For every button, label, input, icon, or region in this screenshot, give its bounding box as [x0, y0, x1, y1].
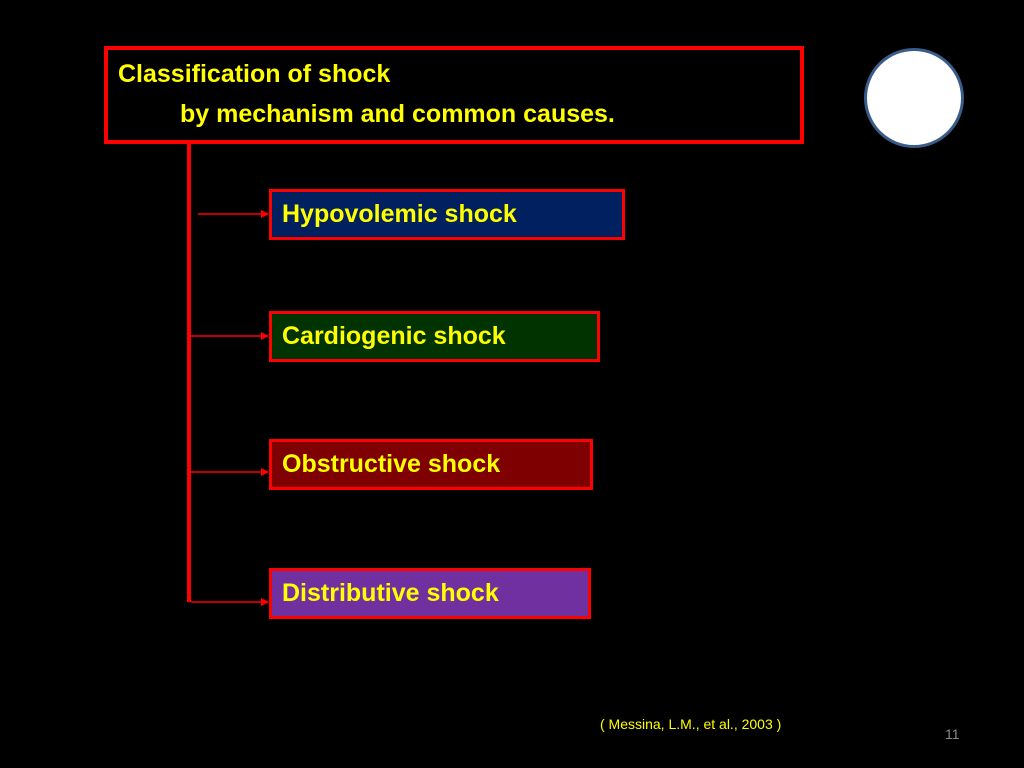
distributive-shock-label: Distributive shock [282, 579, 499, 607]
hypovolemic-shock-label: Hypovolemic shock [282, 200, 517, 228]
distributive-shock-box [269, 568, 591, 619]
hypovolemic-shock-box [269, 189, 625, 240]
obstructive-shock-label: Obstructive shock [282, 450, 501, 478]
title-line-1: Classification of shock [118, 60, 391, 88]
title-line-2: by mechanism and common causes. [180, 100, 615, 128]
page-number: 11 [945, 726, 960, 742]
obstructive-shock-box [269, 439, 593, 490]
citation: ( Messina, L.M., et al., 2003 ) [600, 716, 782, 732]
cardiogenic-shock-label: Cardiogenic shock [282, 322, 506, 350]
cardiogenic-shock-box [269, 311, 600, 362]
